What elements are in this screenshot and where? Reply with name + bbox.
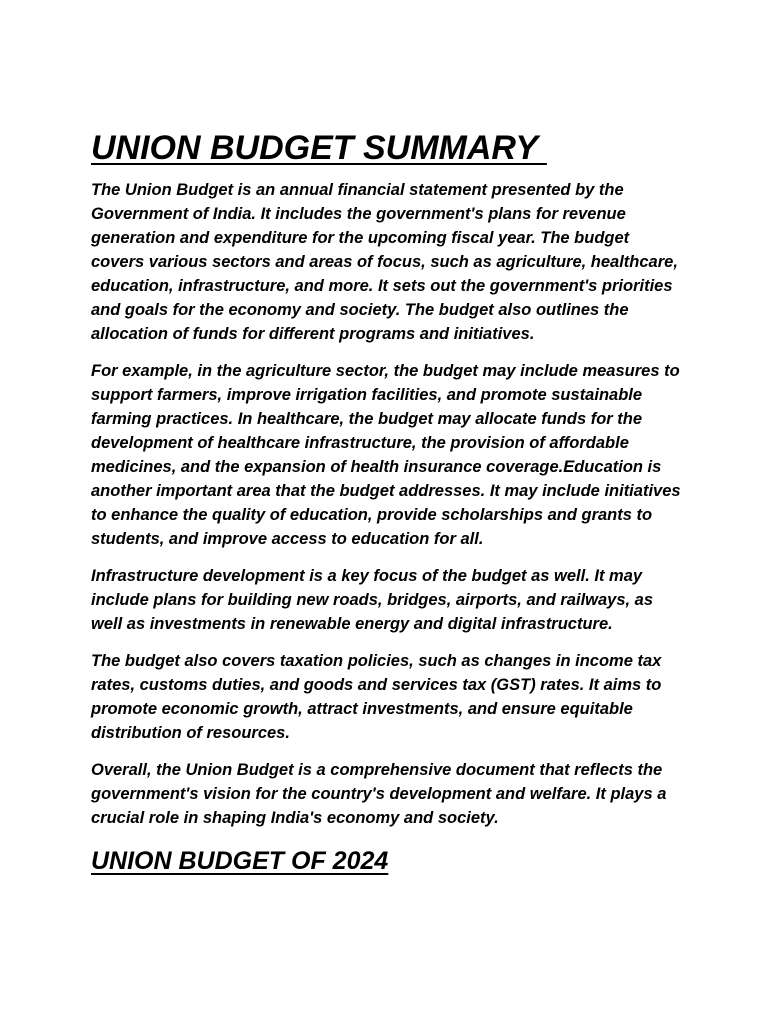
paragraph-infrastructure: Infrastructure development is a key focus of the budget as well. It may include plans for building new roads, bridges, airports, and railways, as well as investments in renewable energy and digital infrastructure. bbox=[91, 567, 654, 633]
paragraph-sector-examples: For example, in the agriculture sector, the budget may include measures to support farmers, improve irrigation facilities, and promote sustainable farming practices. In healthcare, the budget may allocate funds for the development of healthcare infrastructure, the provision of affordable medicines, and the expansion of health insurance coverage.Education is another important area that the budget addresses. It may include initiatives to enhance the quality of education, provide scholarships and grants to students, and improve access to education for all. bbox=[91, 362, 681, 548]
paragraph-taxation: The budget also covers taxation policies, such as changes in income tax rates, customs duties, and goods and services tax (GST) rates. It aims to promote economic growth, attract investments, and ensure equitable distribution of resources. bbox=[91, 652, 662, 742]
page-title: UNION BUDGET SUMMARY bbox=[91, 129, 547, 167]
body-text bbox=[91, 178, 681, 830]
paragraph-intro: The Union Budget is an annual financial statement presented by the Government of India. It includes the government's plans for revenue generation and expenditure for the upcoming fiscal year. The budget covers various sectors and areas of focus, such as agriculture, healthcare, education, infrastructure, and more. It sets out the government's priorities and goals for the economy and society. The budget also outlines the allocation of funds for different programs and initiatives. bbox=[91, 181, 678, 343]
paragraph-conclusion: Overall, the Union Budget is a comprehensive document that reflects the government's vision for the country's development and welfare. It plays a crucial role in shaping India's economy and society. bbox=[91, 761, 667, 827]
section-heading: UNION BUDGET OF 2024 bbox=[91, 847, 389, 875]
